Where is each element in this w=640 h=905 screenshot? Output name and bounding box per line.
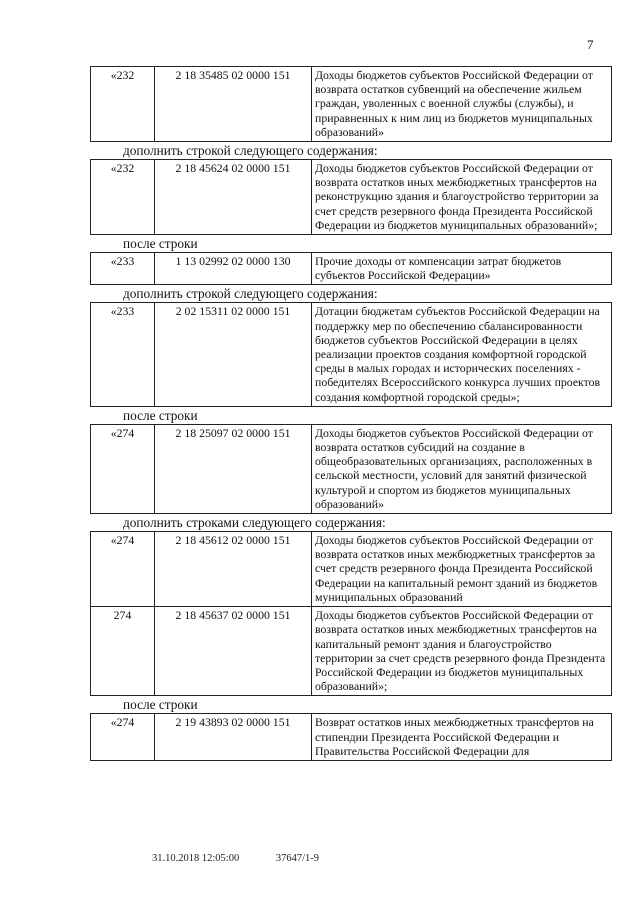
- instruction-text: дополнить строками следующего содержания:: [123, 515, 386, 531]
- revenue-table: [90, 531, 612, 696]
- instruction-text: дополнить строкой следующего содержания:: [123, 143, 378, 159]
- description-cell: Возврат остатков иных межбюджетных трансфертов на стипендии Президента Российской Федерации и Правительства Российской Федерации для: [312, 714, 612, 761]
- table-row: [91, 714, 612, 761]
- row-number-cell: «232: [91, 160, 155, 235]
- revenue-table: [90, 159, 612, 235]
- row-number-cell: «274: [91, 714, 155, 761]
- page-footer: [152, 853, 319, 864]
- page-number: 7: [587, 37, 594, 52]
- row-number-cell: 274: [91, 607, 155, 696]
- table-row: [91, 303, 612, 406]
- table-row: [91, 532, 612, 607]
- description-cell: Дотации бюджетам субъектов Российской Федерации на поддержку мер по обеспечению сбалансированности бюджетов субъектов Российской Федерации в целях реализации проектов создания комфортной городской среды в малых городах и исторических поселениях - победителях Всероссийского конкурса лучших проектов создания комфортной городской среды»;: [312, 303, 612, 406]
- budget-code-cell: 2 18 25097 02 0000 151: [155, 424, 312, 513]
- table-row: [91, 160, 612, 235]
- budget-code-cell: 2 02 15311 02 0000 151: [155, 303, 312, 406]
- description-cell: Доходы бюджетов субъектов Российской Федерации от возврата остатков иных межбюджетных трансфертов за счет средств резервного фонда Президента Российской Федерации на капитальный ремонт зданий из бюджетов муниципальных образований: [312, 532, 612, 607]
- instruction-text: после строки: [123, 407, 198, 423]
- instruction-text: после строки: [123, 236, 198, 252]
- table-row: [91, 253, 612, 285]
- row-number-cell: «232: [91, 67, 155, 142]
- table-row: [91, 67, 612, 142]
- description-cell: Доходы бюджетов субъектов Российской Федерации от возврата остатков субвенций на обеспечение жильем граждан, уволенных с военной службы (службы), и приравненных к ним лиц из бюджетов муниципальных образований»: [312, 67, 612, 142]
- table-row: [91, 424, 612, 513]
- row-number-cell: «274: [91, 532, 155, 607]
- row-number-cell: «233: [91, 253, 155, 285]
- description-cell: Доходы бюджетов субъектов Российской Федерации от возврата остатков иных межбюджетных трансфертов на реконструкцию здания и благоустройство территории за счет средств резервного фонда Президента Российской Федерации из бюджетов муниципальных образований»;: [312, 160, 612, 235]
- footer-datetime: 31.10.2018 12:05:00: [152, 853, 240, 864]
- budget-code-cell: 1 13 02992 02 0000 130: [155, 253, 312, 285]
- document-body: [90, 66, 612, 761]
- row-number-cell: «233: [91, 303, 155, 406]
- budget-code-cell: 2 18 35485 02 0000 151: [155, 67, 312, 142]
- instruction-text: дополнить строкой следующего содержания:: [123, 286, 378, 302]
- revenue-table: [90, 424, 612, 514]
- description-cell: Доходы бюджетов субъектов Российской Федерации от возврата остатков иных межбюджетных трансфертов на капитальный ремонт здания и благоустройство территории за счет средств резервного фонда Президента Российской Федерации из бюджетов муниципальных образований»;: [312, 607, 612, 696]
- revenue-table: [90, 302, 612, 406]
- description-cell: Доходы бюджетов субъектов Российской Федерации от возврата остатков субсидий на создание в общеобразовательных организациях, расположенных в сельской местности, условий для занятий физической культурой и спортом из бюджетов муниципальных образований»: [312, 424, 612, 513]
- budget-code-cell: 2 18 45637 02 0000 151: [155, 607, 312, 696]
- table-row: [91, 607, 612, 696]
- footer-doc-code: 37647/1-9: [275, 853, 320, 864]
- revenue-table: [90, 66, 612, 142]
- budget-code-cell: 2 18 45624 02 0000 151: [155, 160, 312, 235]
- budget-code-cell: 2 19 43893 02 0000 151: [155, 714, 312, 761]
- instruction-text: после строки: [123, 697, 198, 713]
- description-cell: Прочие доходы от компенсации затрат бюджетов субъектов Российской Федерации»: [312, 253, 612, 285]
- row-number-cell: «274: [91, 424, 155, 513]
- revenue-table: [90, 713, 612, 761]
- budget-code-cell: 2 18 45612 02 0000 151: [155, 532, 312, 607]
- revenue-table: [90, 252, 612, 285]
